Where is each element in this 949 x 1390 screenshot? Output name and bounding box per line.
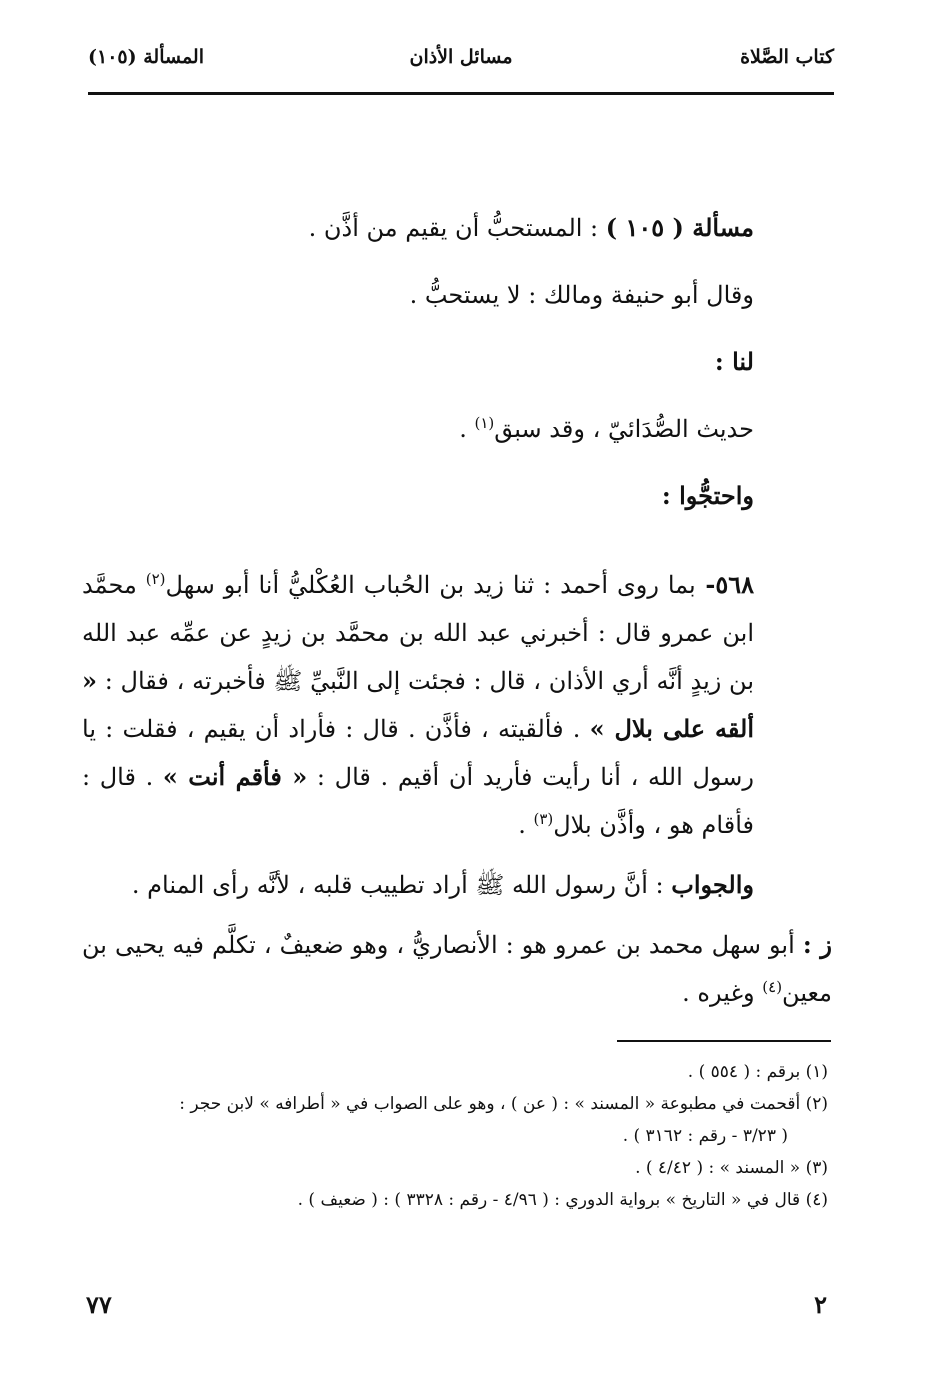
ihtajju-heading: واحتجُّوا : — [661, 481, 754, 510]
footnote-marker-3: (٣) — [533, 810, 554, 828]
issue-statement — [82, 208, 832, 275]
footnote-rule — [617, 1040, 831, 1042]
footnote-2: (٢) أقحمت في مطبوعة « المسند » : ( عن ) ، وهو على الصواب في « أطرافه » لابن حجر : — [179, 1094, 828, 1114]
zawaid-label: ز : — [802, 930, 833, 959]
footnote-4: (٤) قال في « التاريخ » برواية الدوري : ( ٤/٩٦ - رقم : ٣٣٢٨ ) : ( ضعيف ) . — [297, 1190, 828, 1210]
signature-number: ٢ — [814, 1290, 827, 1319]
header-section-title: مسائل الأذان — [409, 46, 513, 68]
hadith-quote-1: « ألقه على بلال » — [82, 666, 755, 743]
zawaid-text-2: وغيره . — [682, 979, 763, 1007]
hadith-text-2: محمَّد ابن عمرو قال : أخبرني عبد الله بن محمَّد بن زيدٍ عن عمِّه عبد الله بن زيدٍ أنَّه أري الأذان ، قال : فجئت إلى النَّبيِّ ﷺ فأخبرته ، فقال : — [82, 571, 754, 695]
hadith-quote-2: « فأقم أنت » — [162, 762, 308, 791]
zawaid-note — [82, 921, 832, 1017]
hadith-text-4: . قال : فأقام هو ، وأذَّن بلال — [82, 763, 754, 839]
answer-paragraph — [82, 861, 832, 909]
footnote-marker-4: (٤) — [762, 978, 783, 996]
answer-label: والجواب — [671, 870, 754, 899]
header-book-title: كتاب الصَّلاة — [740, 46, 834, 68]
hadith-text-1: بما روى أحمد : ثنا زيد بن الحُباب العُكْليُّ أنا أبو سهل — [165, 571, 696, 599]
zawaid-text-1: أبو سهل محمد بن عمرو هو : الأنصاريُّ ، وهو ضعيفٌ ، تكلَّم فيه يحيى بن معين — [82, 931, 832, 1007]
footnote-marker-1: (١) — [474, 414, 495, 432]
answer-text: : أنَّ رسول الله ﷺ أراد تطييب قلبه ، لأنَّه رأى المنام . — [131, 871, 672, 899]
issue-text: : المستحبُّ أن يقيم من أذَّن . — [308, 214, 606, 242]
hadith-reference — [82, 409, 832, 476]
footnotes — [88, 1056, 828, 1216]
footnote-1: (١) برقم : ( ٥٥٤ ) . — [687, 1062, 828, 1082]
hadith-text-3: . فألقيته ، فأذَّن . قال : فأراد أن يقيم ، فقلت : يا رسول الله ، أنا رأيت فأريد أن أقيم . قال : — [82, 715, 754, 791]
hadith-568 — [82, 561, 832, 849]
opposing-view: وقال أبو حنيفة ومالك : لا يستحبُّ . — [409, 281, 754, 309]
footnote-2-continued: ( ٣/٢٣ - رقم : ٣١٦٢ ) . — [622, 1126, 788, 1146]
running-header — [88, 46, 834, 82]
issue-label: مسألة ( ١٠٥ ) — [605, 213, 754, 242]
hadith-reference-text: حديث الصُّدَائيّ ، وقد سبق — [494, 415, 754, 443]
hadith-text-end: . — [518, 811, 534, 839]
header-rule — [88, 92, 834, 95]
lana-heading: لنا : — [714, 347, 754, 376]
footnote-marker-2: (٢) — [145, 570, 166, 588]
footnote-3: (٣) « المسند » : ( ٤/٤٢ ) . — [635, 1158, 828, 1178]
header-issue-number: المسألة (١٠٥) — [88, 46, 204, 68]
hadith-reference-end: . — [459, 415, 475, 443]
hadith-number: ٥٦٨- — [695, 570, 754, 599]
page-number: ٧٧ — [86, 1290, 112, 1319]
main-text — [82, 208, 832, 1017]
